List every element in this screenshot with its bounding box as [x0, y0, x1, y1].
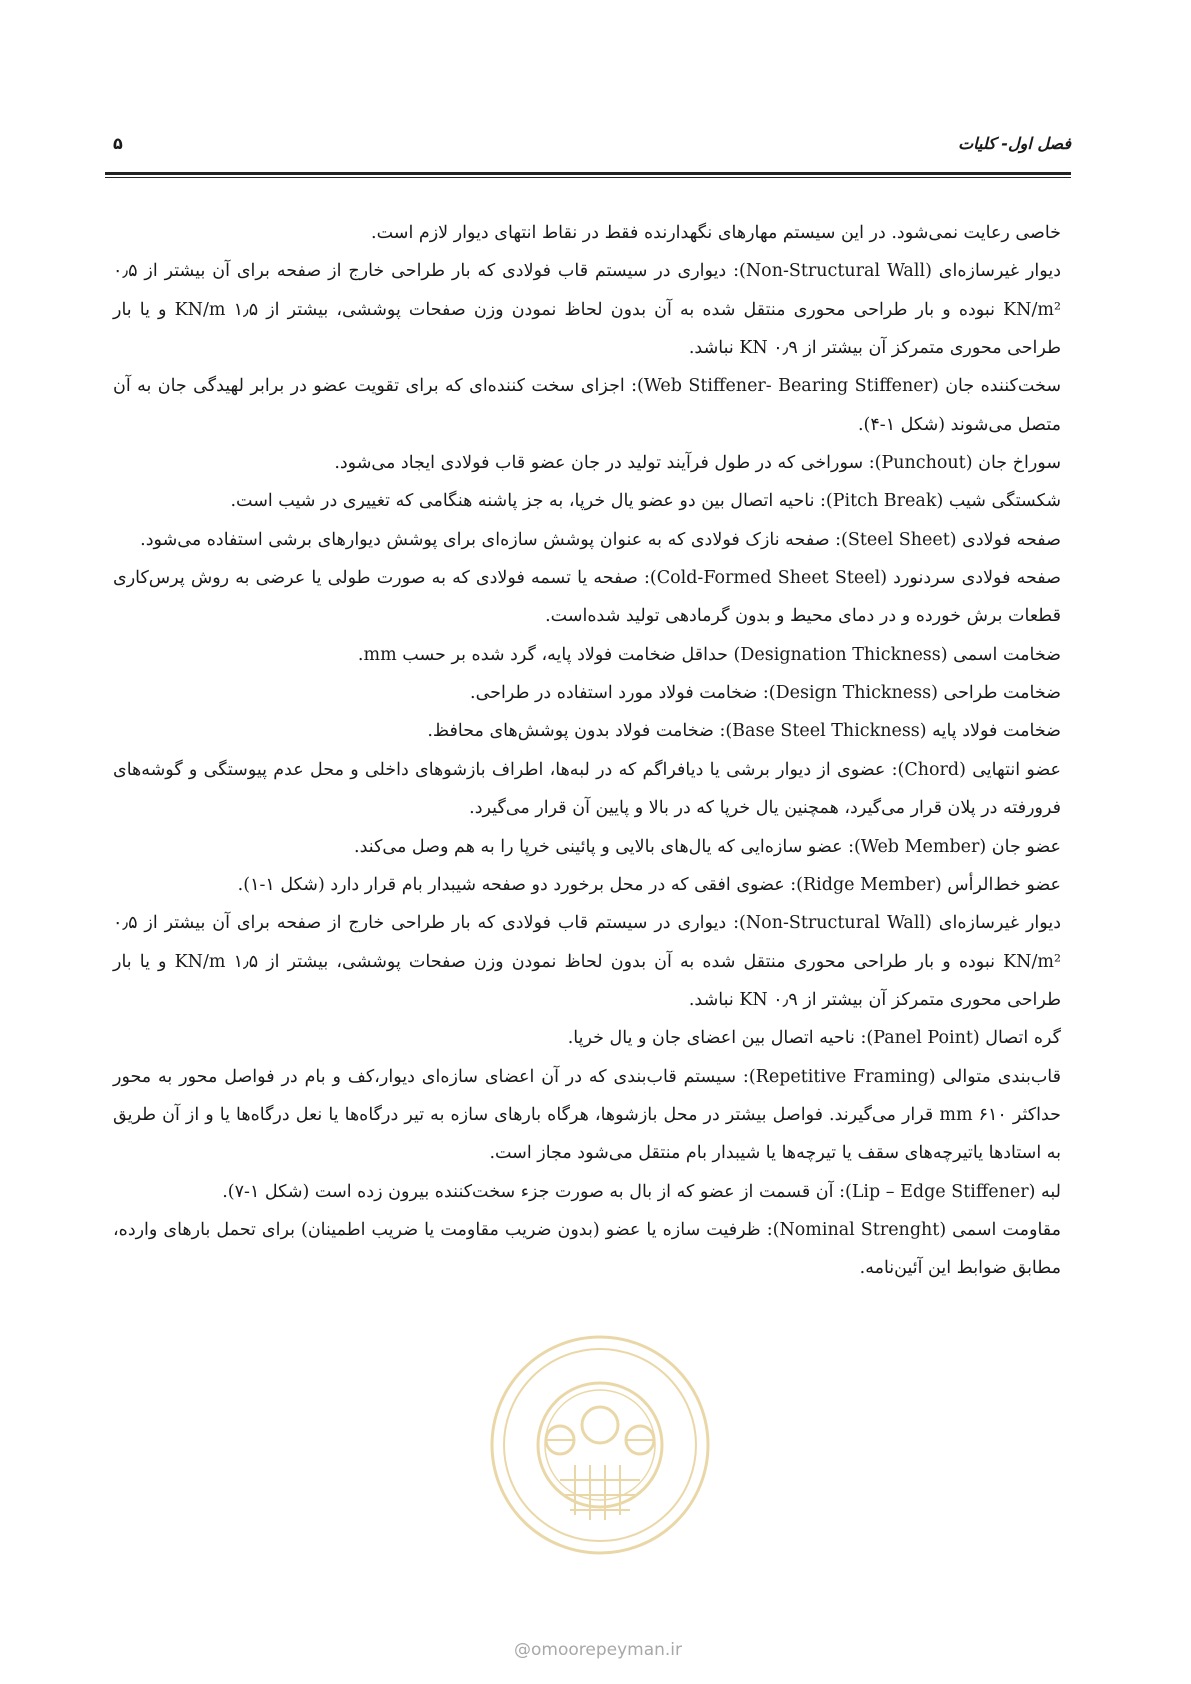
page-number: ۵: [113, 134, 123, 153]
paragraph: خاصی رعایت نمی‌شود. در این سیستم مهارهای نگهدارنده فقط در نقاط انتهای دیوار لازم است.: [371, 223, 1061, 243]
chapter-title: فصل اول- کلیات: [958, 134, 1071, 153]
paragraph: صفحه فولادی سردنورد (Cold-Formed Sheet Steel): صفحه یا تسمه فولادی که به صورت طولی یا عرضی به روش پرس‌کاری قطعات برش خورده و در دمای محیط و بدون گرمادهی تولید شده‌است.: [113, 568, 1061, 627]
paragraph: لبه (Lip – Edge Stiffener): آن قسمت از عضو که از بال به صورت جزء سخت‌کننده بیرون زده است (شکل ۱-۷).: [222, 1181, 1061, 1202]
definitions-body: [113, 214, 1061, 1288]
paragraph: سوراخ جان (Punchout): سوراخی که در طول فرآیند تولید در جان عضو قاب فولادی ایجاد می‌شود.: [334, 453, 1061, 474]
paragraph: گره اتصال (Panel Point): ناحیه اتصال بین اعضای جان و یال خرپا.: [567, 1028, 1061, 1049]
paragraph: شکستگی شیب (Pitch Break): ناحیه اتصال بین دو عضو یال خرپا، به جز پاشنه هنگامی که تغییری در شیب است.: [230, 491, 1061, 512]
watermark-seal: [485, 1330, 715, 1560]
paragraph: دیوار غیرسازه‌ای (Non-Structural Wall): دیواری در سیستم قاب فولادی که بار طراحی خارج از صفحه برای آن بیشتر از ۰٫۵ KN/m² نبوده و بار طراحی محوری منتقل شده به آن بدون لحاظ نمودن وزن صفحات پوششی، بیشتر از ۱٫۵ KN/m و یا بار طراحی محوری متمرکز آن بیشتر از ۰٫۹ KN نباشد.: [113, 261, 1061, 359]
paragraph: عضو خط‌الرأس (Ridge Member): عضوی افقی که در محل برخورد دو صفحه شیبدار بام قرار دارد (شکل ۱-۱).: [237, 874, 1061, 895]
paragraph: عضو انتهایی (Chord): عضوی از دیوار برشی یا دیافراگم که در لبه‌ها، اطراف بازشوهای داخلی و محل عدم پیوستگی و گوشه‌های فرورفته در پلان قرار می‌گیرد، همچنین یال خرپا که در بالا و پایین آن قرار می‌گیرد.: [113, 759, 1061, 819]
paragraph: سخت‌کننده جان (Web Stiffener- Bearing Stiffener): اجزای سخت کننده‌ای که برای تقویت عضو در برابر لهیدگی جان به آن متصل می‌شوند (شکل ۱-۴).: [113, 376, 1061, 435]
paragraph: ضخامت اسمی (Designation Thickness) حداقل ضخامت فولاد پایه، گرد شده بر حسب mm.: [357, 644, 1061, 665]
header-rule: [105, 172, 1071, 178]
paragraph: دیوار غیرسازه‌ای (Non-Structural Wall): دیواری در سیستم قاب فولادی که بار طراحی خارج از صفحه برای آن بیشتر از ۰٫۵ KN/m² نبوده و بار طراحی محوری منتقل شده به آن بدون لحاظ نمودن وزن صفحات پوششی، بیشتر از ۱٫۵ KN/m و یا بار طراحی محوری متمرکز آن بیشتر از ۰٫۹ KN نباشد.: [113, 913, 1061, 1010]
paragraph: مقاومت اسمی (Nominal Strenght): ظرفیت سازه یا عضو (بدون ضریب مقاومت یا ضریب اطمینان) برای تحمل بارهای وارده، مطابق ضوابط این آئین‌نامه.: [113, 1219, 1061, 1279]
paragraph: عضو جان (Web Member): عضو سازه‌ایی که یال‌های بالایی و پائینی خرپا را به هم وصل می‌کند.: [354, 836, 1061, 857]
page-header: [105, 128, 1071, 168]
watermark-url: @omoorepeyman.ir: [513, 1640, 683, 1660]
paragraph: قاب‌بندی متوالی (Repetitive Framing): سیستم قاب‌بندی که در آن اعضای سازه‌ای دیوار،کف و بام در فواصل محور به محور حداکثر mm ۶۱۰ قرار می‌گیرند. فواصل بیشتر در محل بازشوها، هرگاه بارهای سازه به تیر درگاه‌ها یا نعل درگاه‌ها یا و از آن طریق به استادها یاتیرچه‌های سقف یا تیرچه‌ها یا شیبدار بام منتقل می‌شود مجاز است.: [113, 1066, 1062, 1164]
seal-icon: [485, 1330, 715, 1560]
paragraph: ضخامت فولاد پایه (Base Steel Thickness): ضخامت فولاد بدون پوشش‌های محافظ.: [427, 721, 1061, 742]
paragraph: ضخامت طراحی (Design Thickness): ضخامت فولاد مورد استفاده در طراحی.: [470, 683, 1061, 704]
paragraph: صفحه فولادی (Steel Sheet): صفحه نازک فولادی که به عنوان پوشش سازه‌ای برای پوشش دیوارهای برشی استفاده می‌شود.: [140, 529, 1061, 550]
